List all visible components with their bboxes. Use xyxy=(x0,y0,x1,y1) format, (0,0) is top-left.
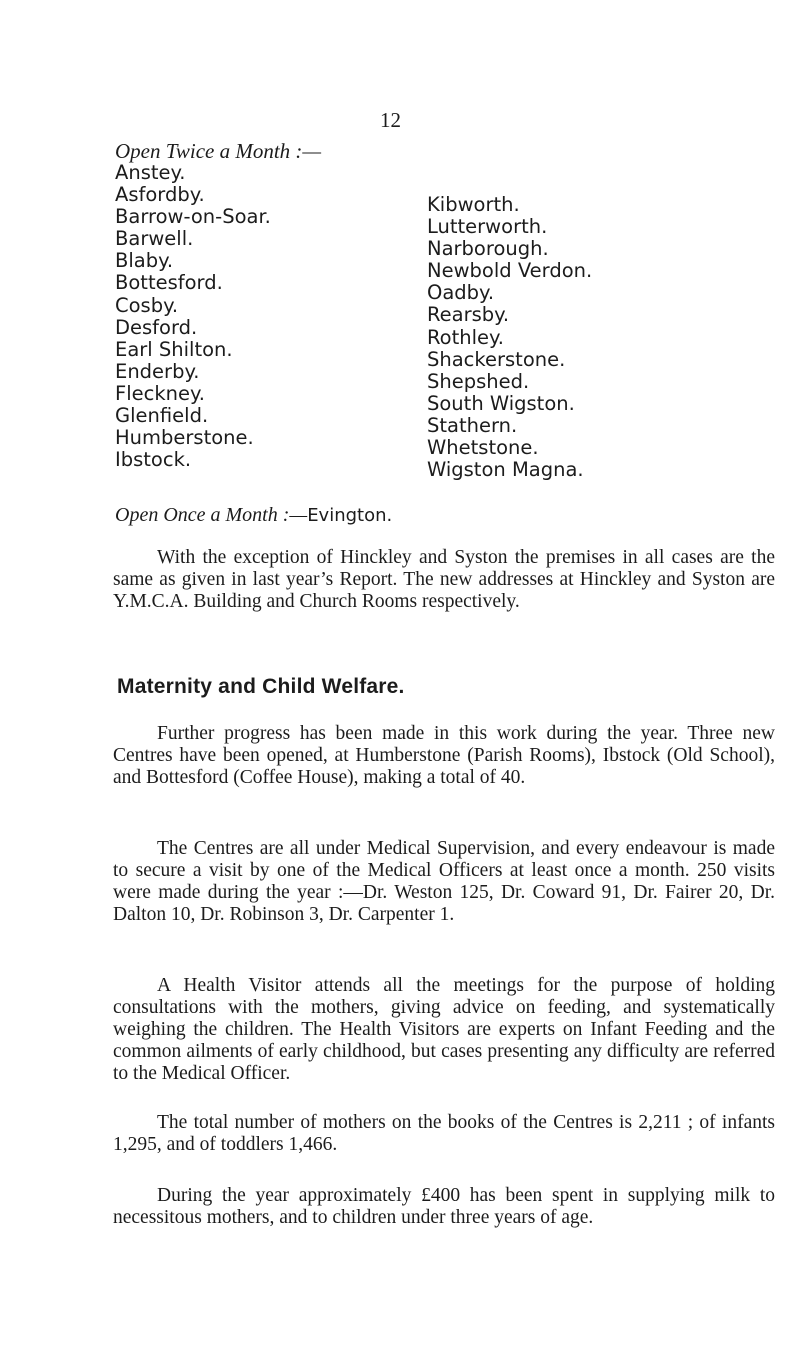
list-item: Shackerstone. xyxy=(427,347,566,371)
list-item: Anstey. xyxy=(115,161,186,184)
list-item: Earl Shilton. xyxy=(115,337,233,361)
list-item: Bottesford. xyxy=(115,271,223,295)
list-item: Rothley. xyxy=(427,325,504,349)
section-heading: Maternity and Child Welfare. xyxy=(117,675,405,698)
paragraph-milk-supply: During the year approximately £400 has been spent in supplying milk to necessitous mothers, and to children under three years of age. xyxy=(113,1185,775,1228)
list-item: Lutterworth. xyxy=(427,215,548,239)
list-item: Wigston Magna. xyxy=(427,458,584,482)
open-once-label: Open Once a Month :— xyxy=(115,504,308,526)
list-item: Rearsby. xyxy=(427,303,510,327)
centres-list-left xyxy=(115,162,271,471)
list-item: South Wigston. xyxy=(427,391,575,415)
paragraph-progress: Further progress has been made in this work during the year. Three new Centres have been opened, at Humberstone (Parish Rooms), Ibstock (Old School), and Bottesford (Coffee House), making a total of 40. xyxy=(113,723,775,788)
list-item: Stathern. xyxy=(427,413,518,437)
list-item: Ibstock. xyxy=(115,448,192,472)
premises-paragraph: With the exception of Hinckley and Syston the premises in all cases are the same as given in last year’s Report. The new addresses at Hinckley and Syston are Y.M.C.A. Building and Church Rooms respectively. xyxy=(113,547,775,612)
list-item: Fleckney. xyxy=(115,381,205,405)
list-item: Blaby. xyxy=(115,249,174,273)
list-item: Cosby. xyxy=(115,293,179,317)
open-twice-heading: Open Twice a Month :— xyxy=(115,139,322,163)
list-item: Kibworth. xyxy=(427,193,520,216)
list-item: Narborough. xyxy=(427,237,549,261)
open-once-line xyxy=(115,504,392,527)
list-item: Oadby. xyxy=(427,281,495,305)
list-item: Barrow-on-Soar. xyxy=(115,205,271,229)
list-item: Newbold Verdon. xyxy=(427,259,593,283)
page-number: 12 xyxy=(380,108,401,132)
list-item: Enderby. xyxy=(115,359,200,383)
list-item: Shepshed. xyxy=(427,369,530,393)
list-item: Glenfield. xyxy=(115,404,209,428)
list-item: Asfordby. xyxy=(115,183,205,207)
paragraph-health-visitor: A Health Visitor attends all the meetings for the purpose of holding consultations with the mothers, giving advice on feeding, and systematically weighing the children. The Health Visitors are experts on Infant Feeding and the common ailments of early childhood, but cases presenting any difficulty are referred to the Medical Officer. xyxy=(113,975,775,1084)
list-item: Barwell. xyxy=(115,227,194,251)
open-once-place: Evington. xyxy=(307,505,393,526)
paragraph-totals: The total number of mothers on the books of the Centres is 2,211 ; of infants 1,295, and of toddlers 1,466. xyxy=(113,1112,775,1155)
centres-list-right xyxy=(427,194,592,481)
paragraph-medical-supervision: The Centres are all under Medical Supervision, and every endeavour is made to secure a visit by one of the Medical Officers at least once a month. 250 visits were made during the year :—Dr. Weston 125, Dr. Coward 91, Dr. Fairer 20, Dr. Dalton 10, Dr. Robinson 3, Dr. Carpenter 1. xyxy=(113,838,775,925)
list-item: Whetstone. xyxy=(427,436,539,460)
list-item: Desford. xyxy=(115,315,198,339)
list-item: Humberstone. xyxy=(115,426,254,450)
